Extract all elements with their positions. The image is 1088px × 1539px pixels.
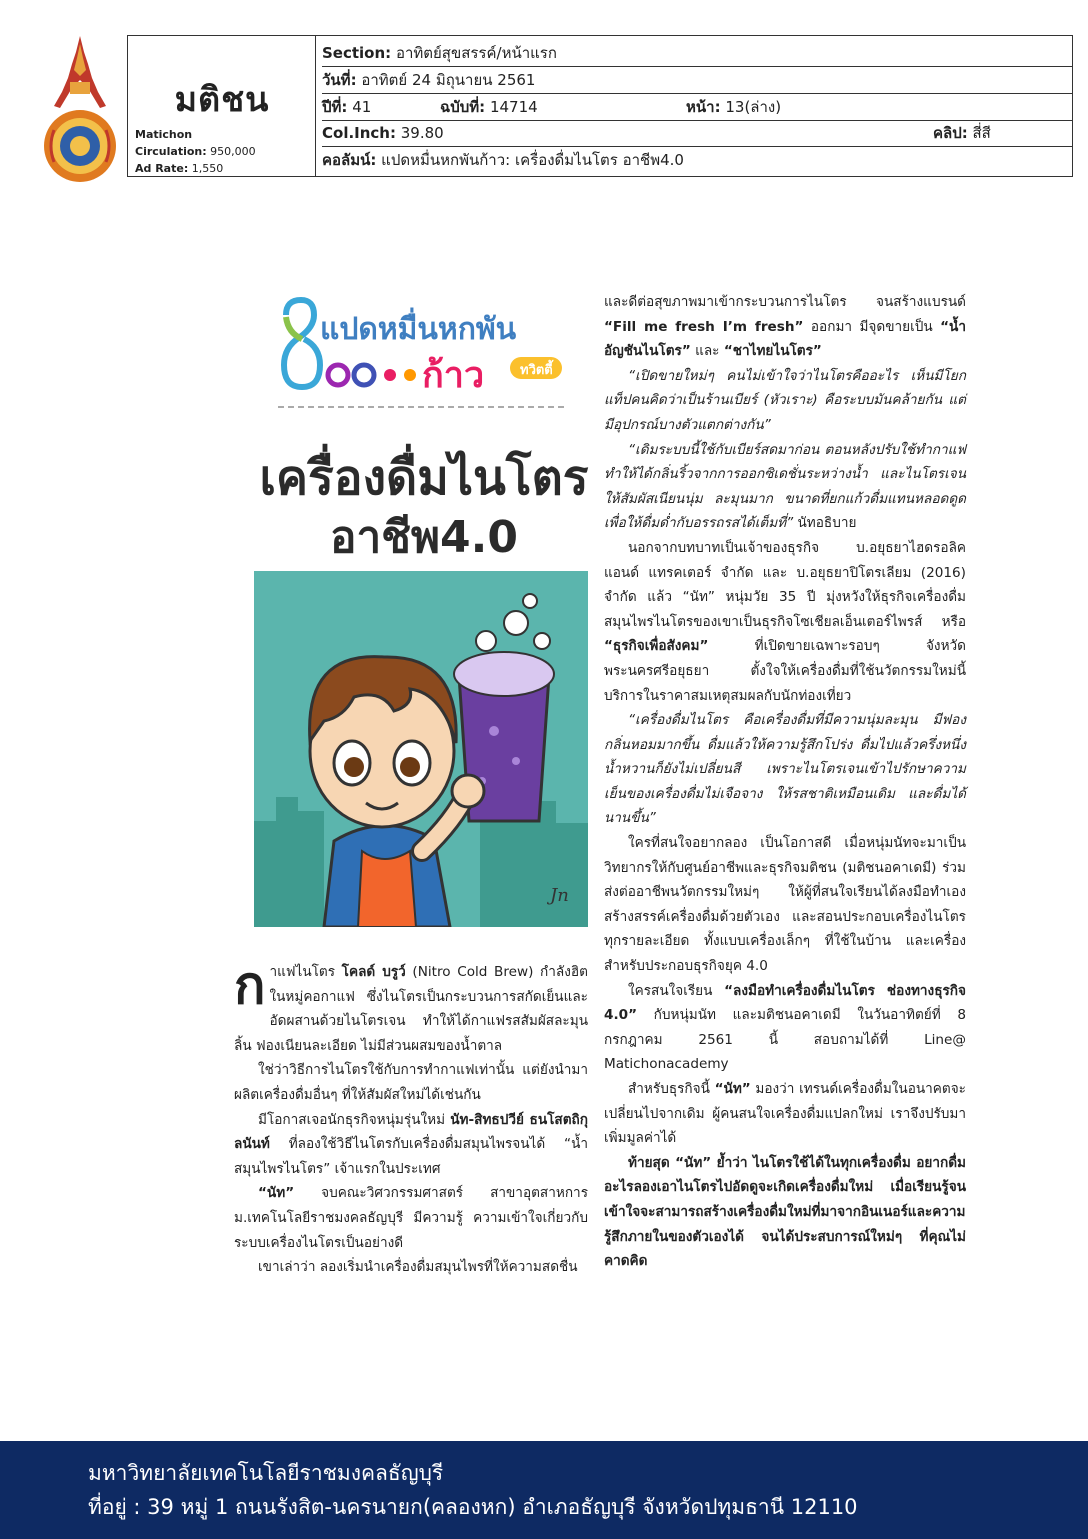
paragraph: สำหรับธุรกิจนี้ “นัท” มองว่า เทรนด์เครื่องดื่มในอนาคตจะเปลี่ยนไปจากเดิม ผู้คนสนใจเครื่องดื่มแปลกใหม่ เราจึงปรับมาเพิ่มมูลค่าได้ <box>604 1081 966 1147</box>
svg-text:ก้าว: ก้าว <box>422 355 485 396</box>
section-row: Section: อาทิตย์สุขสรรค์/หน้าแรก <box>322 40 1072 67</box>
column-row: คอลัมน์: แปดหมื่นหกพันก้าว: เครื่องดื่มไนโตร อาชีพ4.0 <box>322 151 684 169</box>
footer-institution: มหาวิทยาลัยเทคโนโลยีราชมงคลธัญบุรี <box>88 1461 444 1485</box>
paragraph: ใครที่สนใจอยากลอง เป็นโอกาสดี เมื่อหนุ่มนัทจะมาเป็นวิทยากรให้กับศูนย์อาชีพและธุรกิจมติชน (มติชนอคาเดมี) ร่วมส่งต่ออาชีพนวัตกรรมใหม่ๆ ให้ผู้ที่สนใจเรียนได้ลงมือทำเอง สร้างสรรค์เครื่องดื่มด้วยตัวเอง และสอนประกอบเครื่องไนโตรทุกรายละเอียด ทั้งแบบเครื่องเล็กๆ ที่ใช้ในบ้าน และเครื่องสำหรับประกอบธุรกิจยุค 4.0 <box>604 835 966 975</box>
university-seal <box>40 34 120 182</box>
paragraph: “เดิมระบบนี้ใช้กับเบียร์สดมาก่อน ตอนหลังปรับใช้ทำกาแฟ ทำให้ได้กลิ่นริ้วจากการออกซิเดชั่นระหว่างน้ำ และไนโตรเจน ให้สัมผัสเนียนนุ่ม ละมุนมาก ขนาดที่ยกแก้วดื่มแทนหลอดดูดเพื่อให้ดื่มด่ำกับอรรถรสได้เต็มที่” นัทอธิบาย <box>604 441 966 532</box>
publication-name: มติชน <box>174 80 270 120</box>
svg-text:แปดหมื่นหกพัน: แปดหมื่นหกพัน <box>320 312 517 347</box>
paragraph: “เปิดขายใหม่ๆ คนไม่เข้าใจว่าไนโตรคืออะไร เห็นมีโยกแท็ปคนคิดว่าเป็นร้านเบียร์ (หัวเราะ) คือระบบมันคล้ายกัน แต่มีอุปกรณ์บางตัวแตกต่างกัน” <box>604 367 966 433</box>
paragraph: กาแฟไนโตร โคลด์ บรูว์ (Nitro Cold Brew) กำลังฮิตในหมู่คอกาแฟ ซึ่งไนโตรเป็นกระบวนการสกัดเย็นและอัดผสานด้วยไนโตรเจน ทำให้ได้กาแฟรสสัมผัสละมุนลิ้น ฟองเนียนละเอียด ไม่มีส่วนผสมของน้ำตาล <box>234 956 588 1054</box>
colinch-row: Col.Inch: 39.80 คลิป: สี่สี <box>322 120 1072 147</box>
headline-line-1: เครื่องดื่มไนโตร <box>259 450 589 506</box>
publication-block <box>128 36 316 176</box>
headline-line-2: อาชีพ4.0 <box>330 512 518 563</box>
circulation: Circulation: 950,000 <box>135 145 256 158</box>
article-column-2 <box>604 290 966 1274</box>
svg-text:ทวิตตี้: ทวิตตี้ <box>520 363 553 378</box>
paragraph: เขาเล่าว่า ลองเริ่มนำเครื่องดื่มสมุนไพรที่ให้ความสดชื่น <box>258 1259 578 1276</box>
paragraph: นอกจากบทบาทเป็นเจ้าของธุรกิจ บ.อยุธยาไฮดรอลิค แอนด์ แทรคเตอร์ จำกัด และ บ.อยุธยาปิโตรเลียม (2016) จำกัด แล้ว “นัท” หนุ่มวัย 35 ปี มุ่งหวังให้ธุรกิจเครื่องดื่มสมุนไพรไนโตรของเขาเป็นธุรกิจโซเชียลเอ็นเตอร์ไพรส์ หรือ “ธุรกิจเพื่อสังคม” ที่เปิดขายเฉพาะรอบๆ จังหวัดพระนครศรีอยุธยา ตั้งใจให้เครื่องดื่มที่ใช้นวัตกรรมใหม่นี้บริการในราคาสมเหตุสมผลกับนักท่องเที่ยว <box>604 539 966 704</box>
paragraph: ใช่ว่าวิธีการไนโตรใช้กับการทำกาแฟเท่านั้น แต่ยังนำมาผลิตเครื่องดื่มอื่นๆ ที่ให้สัมผัสใหม่ได้เช่นกัน <box>234 1062 588 1103</box>
issue-row: ปีที่: 41 ฉบับที่: 14714 หน้า: 13(ล่าง) <box>322 94 1072 121</box>
header-table <box>127 35 1073 177</box>
footer-address: ที่อยู่ : 39 หมู่ 1 ถนนรังสิต-นครนายก(คลองหก) อำเภอธัญบุรี จังหวัดปทุมธานี 12110 <box>88 1495 858 1519</box>
logo-divider <box>278 406 564 408</box>
illustrator-signature: Jn <box>550 885 569 906</box>
paragraph: และดีต่อสุขภาพมาเข้ากระบวนการไนโตร จนสร้างแบรนด์ “Fill me fresh I’m fresh” ออกมา มีจุดขายเป็น “น้ำอัญชันไนโตร” และ “ชาไทยไนโตร” <box>604 294 966 360</box>
paragraph: มีโอกาสเจอนักธุรกิจหนุ่มรุ่นใหม่ นัท-สิทธปวีย์ ธนโสตถิกุลนันท์ ที่ลองใช้วิธีไนโตรกับเครื่องดื่มสมุนไพรจนได้ “น้ำสมุนไพรไนโตร” เจ้าแรกในประเทศ <box>234 1111 589 1177</box>
paragraph: “เครื่องดื่มไนโตร คือเครื่องดื่มที่มีความนุ่มละมุน มีฟองกลิ่นหอมมากขึ้น ดื่มแล้วให้ความรู้สึกโปร่ง ดื่มไปแล้วครึ่งหนึ่งน้ำหวานก็ยังไม่เปลี่ยนสี เพราะไนโตรเจนเข้าไปรักษาความเย็นของเครื่องดื่มไม่เจือจาง ให้รสชาติเหมือนเดิม และดื่มได้นานขึ้น” <box>604 712 966 827</box>
footer-bar <box>0 1441 1088 1539</box>
article-column-1 <box>234 956 589 1280</box>
paragraph: ใครสนใจเรียน “ลงมือทำเครื่องดื่มไนโตร ช่องทางธุรกิจ 4.0” กับหนุ่มนัท และมติชนอคาเดมี ในวันอาทิตย์ที่ 8 กรกฎาคม 2561 นี้ สอบถามได้ที่ Line@ Matichonacademy <box>604 982 966 1073</box>
date-row: วันที่: อาทิตย์ 24 มิถุนายน 2561 <box>322 67 1072 94</box>
article-illustration <box>254 571 588 927</box>
publication-en: Matichon <box>135 128 193 141</box>
paragraph: ท้ายสุด “นัท” ย้ำว่า ไนโตรใช้ได้ในทุกเครื่องดื่ม อยากดื่มอะไรลองเอาไนโตรไปอัดดูจะเกิดเครื่องดื่มใหม่ เมื่อเรียนรู้จนเข้าใจจะสามารถสร้างเครื่องดื่มใหม่ที่มาจากอินเนอร์และความรู้สึกภายในของตัวเองได้ จนได้ประสบการณ์ใหม่ๆ ที่คุณไม่คาดคิด <box>604 1154 966 1270</box>
ad-rate: Ad Rate: 1,550 <box>135 162 224 175</box>
paragraph: “นัท” จบคณะวิศวกรรมศาสตร์ สาขาอุตสาหการ ม.เทคโนโลยีราชมงคลธัญบุรี มีความรู้ ความเข้าใจเกี่ยวกับระบบเครื่องไนโตรเป็นอย่างดี <box>234 1185 588 1251</box>
column-logo <box>276 295 566 405</box>
